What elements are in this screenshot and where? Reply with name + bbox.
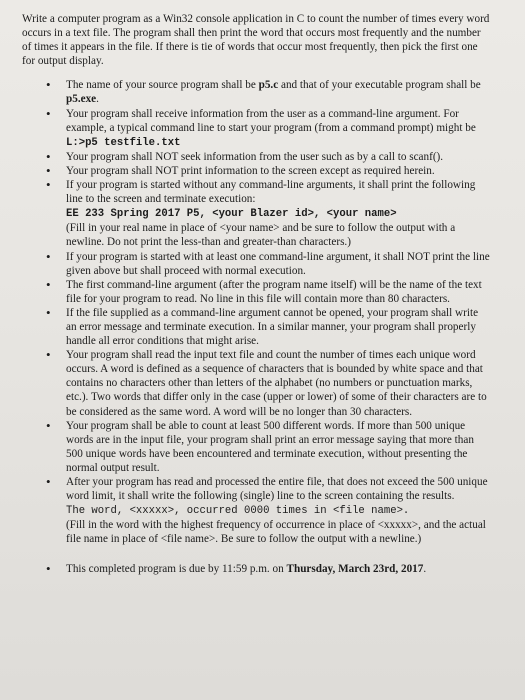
list-item: • If your program is started with at least one command-line argument, it shall NOT print the line given above but shall proceed with normal execution. [46,250,491,278]
list-item: • If the file supplied as a command-line argument cannot be opened, your program shall write an error message and terminate execution. In a similar manner, your program shall properly handle all error conditions that might arise. [46,306,491,348]
list-item: • Your program shall NOT seek information from the user such as by a call to scanf(). [46,150,491,164]
executable-filename: p5.exe [66,93,97,106]
list-item: • Your program shall NOT print information to the screen except as required herein. [46,164,491,178]
intro-paragraph: Write a computer program as a Win32 console application in C to count the number of times every word occurs in a text file. The program shall then print the word that occurs most frequently and the number of times it appears in the file. If there is tie of words that occur most frequently, then pick the first one for output display. [22,13,490,68]
usage-output-line: EE 233 Spring 2017 P5, <your Blazer id>, <your name> [66,208,397,221]
result-output-line: The word, <xxxxx>, occurred 0000 times in <file name>. [66,505,410,518]
list-item: • Your program shall read the input text file and count the number of times each unique word occurs. A word is defined as a sequence of characters that is bounded by white space and that contains no characters other than letters of the alphabet (no numbers or punctuation marks, etc.). Two words that differ only in the case (upper or lower) of some of their characters are to be considered as the same word. A word will be no longer than 30 characters. [46,348,491,418]
list-item: • If your program is started without any command-line arguments, it shall print the following line to the screen and terminate execution: EE 233 Spring 2017 P5, <your Blazer id>, <your name> (Fill in your real name in place of <your name> and be sure to follow the output with a newline. Do not print the less-than and greater-than characters.) [46,178,491,249]
requirements-list [22,78,491,576]
list-item: • Your program shall be able to count at least 500 different words. If more than 500 unique words are in the input file, your program shall print an error message saying that more than 500 unique words have been encountered and terminate execution, without presenting the normal output result. [46,419,491,475]
list-item: • After your program has read and processed the entire file, that does not exceed the 500 unique word limit, it shall write the following (single) line to the screen containing the results. The word, <xxxxx>, occurred 0000 times in <file name>. (Fill in the word with the highest frequency of occurrence in place of <xxxxx>, and the actual file name in place of <file name>. Be sure to follow the output with a newline.) [46,475,491,546]
list-item: • Your program shall receive information from the user as a command-line argument. For example, a typical command line to start your program (from a command prompt) might be L:>p5 testfile.txt [46,107,491,150]
list-item: • The name of your source program shall be p5.c and that of your executable program shall be p5.exe. [46,78,491,106]
list-item: • The first command-line argument (after the program name itself) will be the name of the text file for your program to read. No line in this file will contain more than 80 characters. [46,278,491,306]
list-item: • This completed program is due by 11:59 p.m. on Thursday, March 23rd, 2017. [46,562,491,576]
due-date: Thursday, March 23rd, 2017 [286,563,424,576]
source-filename: p5.c [258,79,279,92]
command-example: L:>p5 testfile.txt [66,136,181,149]
